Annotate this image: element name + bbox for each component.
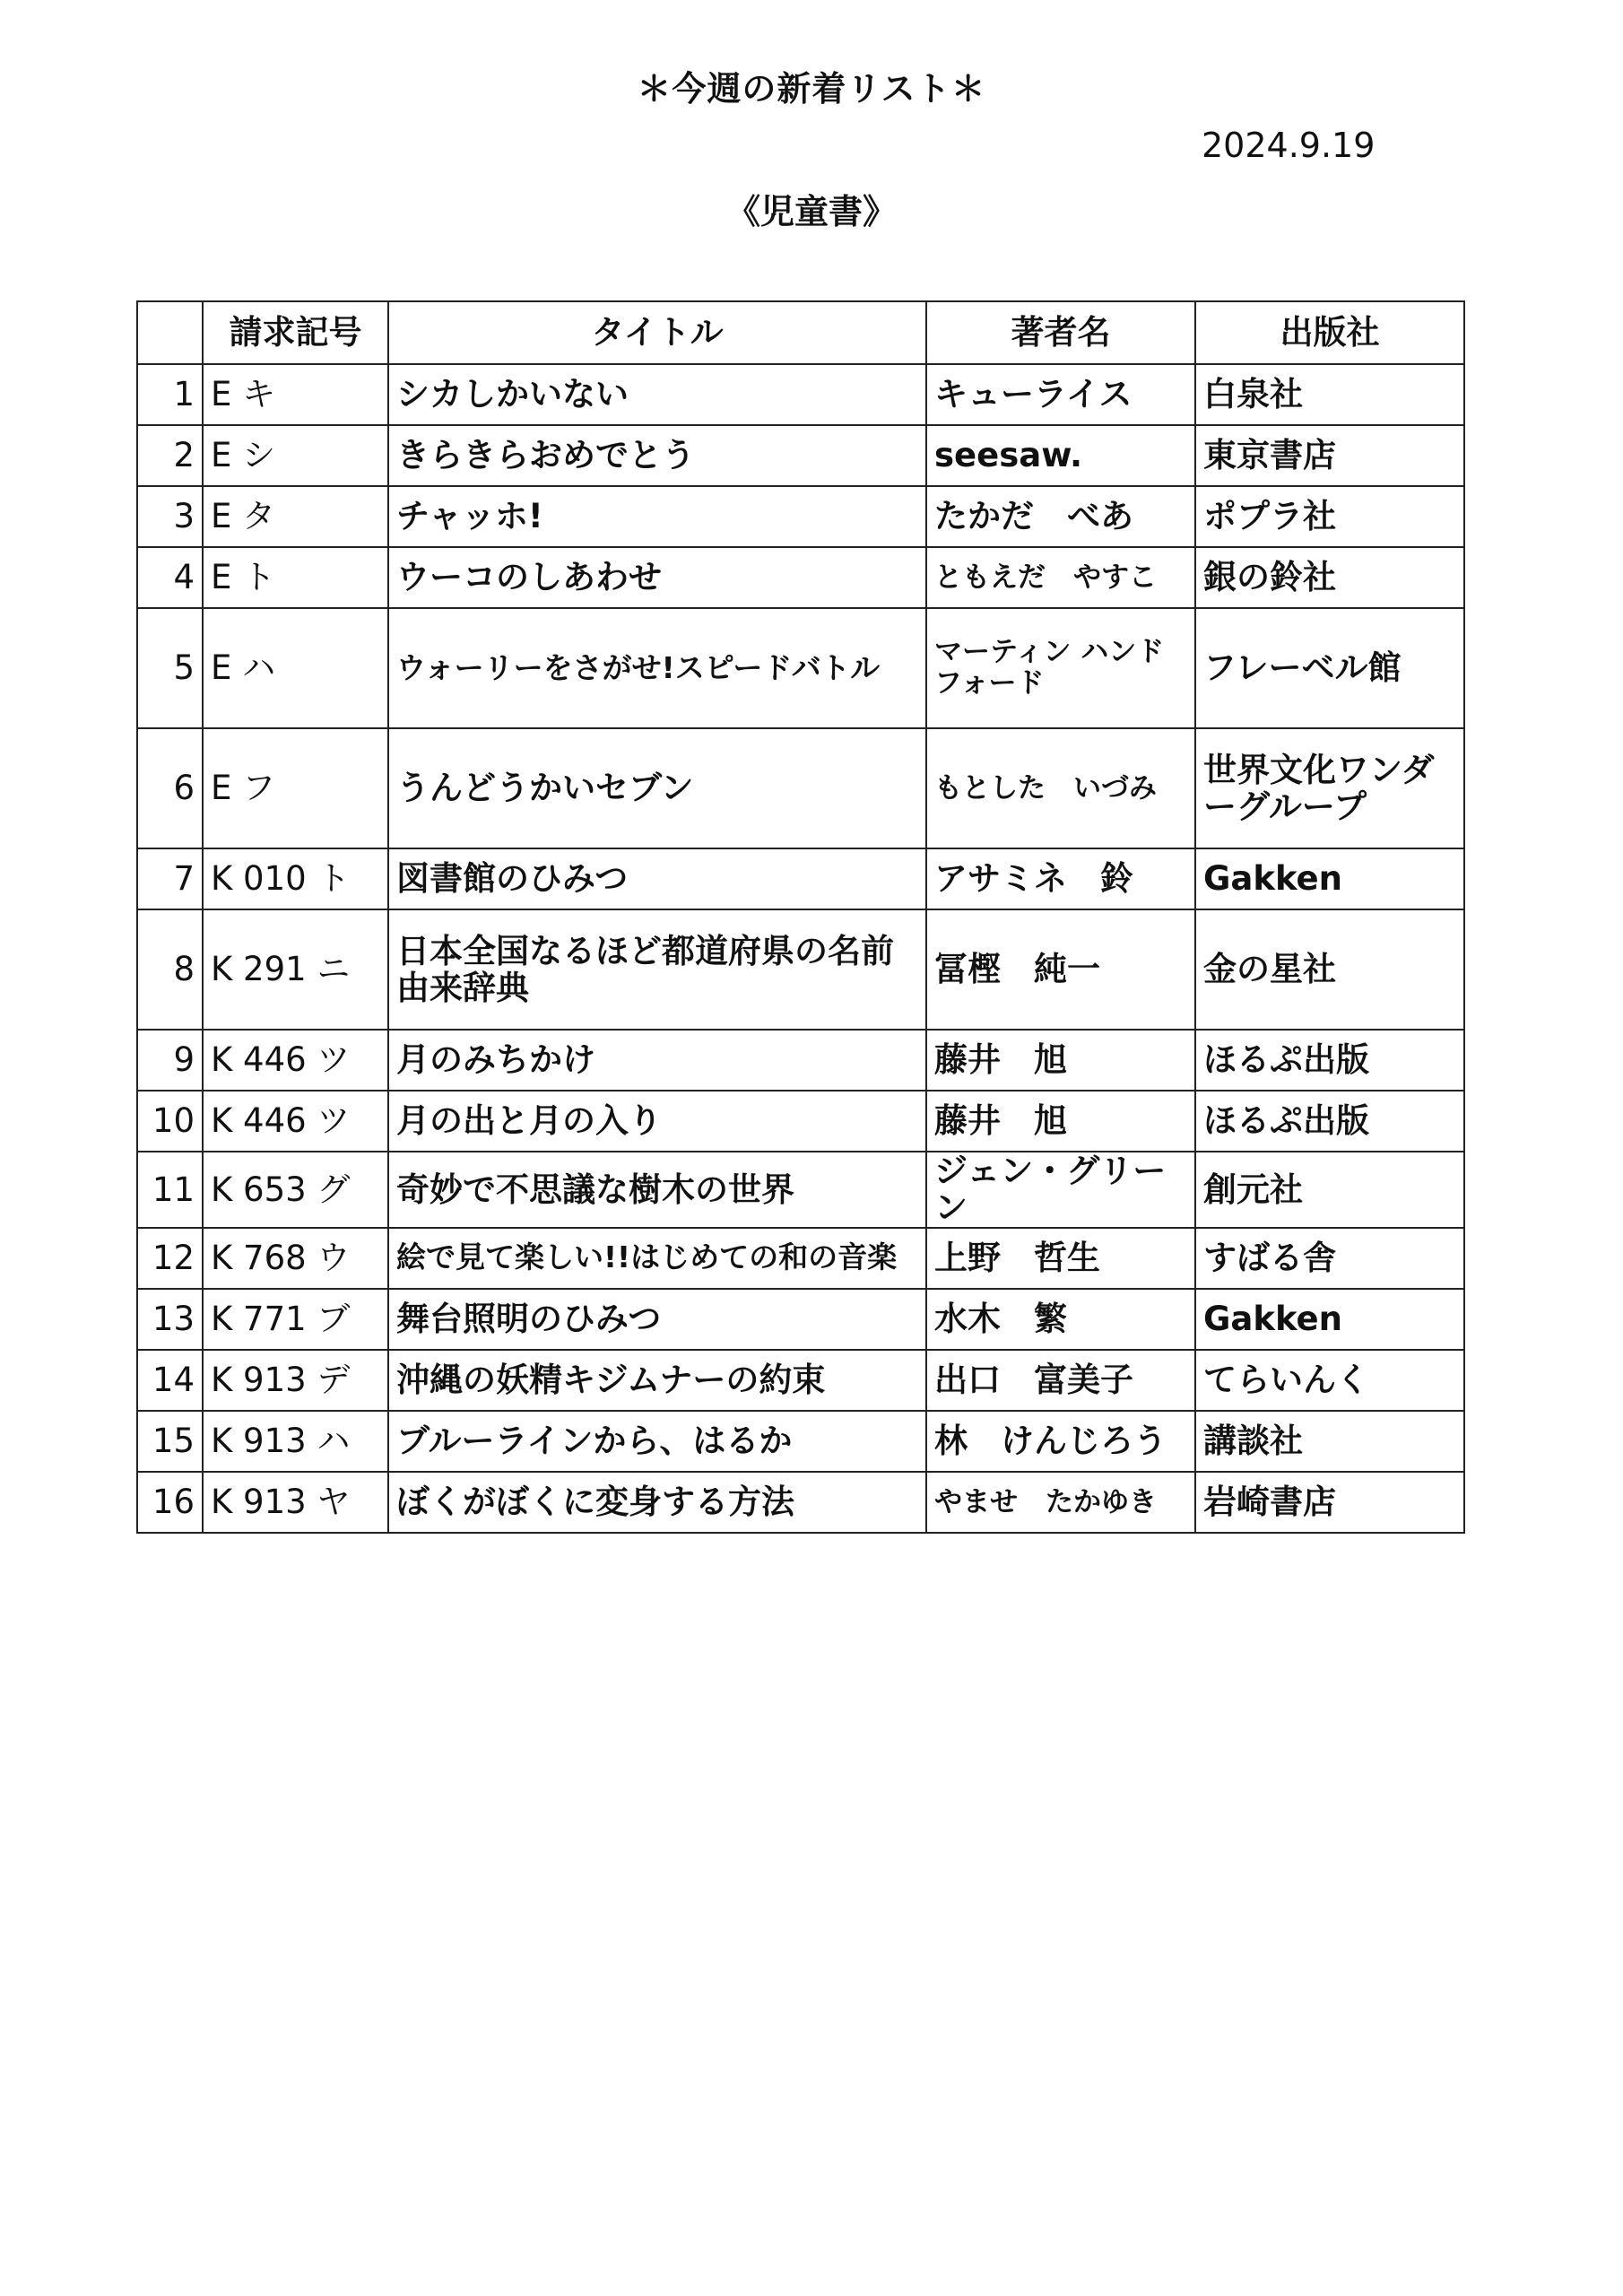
row-number: 3 [137, 486, 203, 547]
page-title: ＊今週の新着リスト＊ [637, 69, 986, 109]
book-author: やませ たかゆき [926, 1472, 1195, 1533]
row-number: 8 [137, 909, 203, 1030]
book-author: 林 けんじろう [926, 1411, 1195, 1472]
book-author: seesaw. [926, 425, 1195, 486]
book-author: 水木 繁 [926, 1289, 1195, 1350]
table-row [137, 1030, 1464, 1091]
call-number: K 291 ニ [203, 909, 388, 1030]
call-number: E ハ [203, 608, 388, 728]
call-number: E フ [203, 728, 388, 848]
table-row [137, 1152, 1464, 1228]
call-number: E ト [203, 547, 388, 608]
row-number: 10 [137, 1091, 203, 1152]
row-number: 9 [137, 1030, 203, 1091]
row-number: 14 [137, 1350, 203, 1411]
row-number: 2 [137, 425, 203, 486]
table-row [137, 848, 1464, 909]
row-number: 16 [137, 1472, 203, 1533]
book-title: 沖縄の妖精キジムナーの約束 [388, 1350, 926, 1411]
book-title: ぼくがぼくに変身する方法 [388, 1472, 926, 1533]
call-number: K 913 ハ [203, 1411, 388, 1472]
column-header-title: タイトル [388, 301, 926, 364]
list-date: 2024.9.19 [1202, 126, 1376, 165]
book-author: 上野 哲生 [926, 1228, 1195, 1289]
book-publisher: ほるぷ出版 [1195, 1091, 1464, 1152]
row-number: 6 [137, 728, 203, 848]
row-number: 11 [137, 1152, 203, 1228]
book-author: ともえだ やすこ [926, 547, 1195, 608]
call-number: K 771 ブ [203, 1289, 388, 1350]
book-publisher: ほるぷ出版 [1195, 1030, 1464, 1091]
table-row [137, 1472, 1464, 1533]
book-publisher: Gakken [1195, 1289, 1464, 1350]
book-title: 日本全国なるほど都道府県の名前由来辞典 [388, 909, 926, 1030]
book-author: 冨樫 純一 [926, 909, 1195, 1030]
book-author: もとした いづみ [926, 728, 1195, 848]
book-publisher: 世界文化ワンダーグループ [1195, 728, 1464, 848]
book-title: きらきらおめでとう [388, 425, 926, 486]
table-row [137, 547, 1464, 608]
table-row [137, 364, 1464, 425]
column-header-author: 著者名 [926, 301, 1195, 364]
section-heading: 《児童書》 [725, 192, 897, 231]
book-title: 絵で見て楽しい!!はじめての和の音楽 [388, 1228, 926, 1289]
table-row [137, 486, 1464, 547]
row-number: 1 [137, 364, 203, 425]
row-number: 4 [137, 547, 203, 608]
book-author: 出口 富美子 [926, 1350, 1195, 1411]
table-row [137, 1350, 1464, 1411]
book-author: マーティン ハンドフォード [926, 608, 1195, 728]
table-row [137, 425, 1464, 486]
table-row [137, 1091, 1464, 1152]
book-title: 図書館のひみつ [388, 848, 926, 909]
book-publisher: すばる舎 [1195, 1228, 1464, 1289]
book-author: 藤井 旭 [926, 1091, 1195, 1152]
book-publisher: てらいんく [1195, 1350, 1464, 1411]
book-title: 月の出と月の入り [388, 1091, 926, 1152]
book-publisher: 創元社 [1195, 1152, 1464, 1228]
row-number: 13 [137, 1289, 203, 1350]
row-number: 5 [137, 608, 203, 728]
book-publisher: 銀の鈴社 [1195, 547, 1464, 608]
book-author: ジェン・グリーン [926, 1152, 1195, 1228]
column-header-call-number: 請求記号 [203, 301, 388, 364]
book-author: キューライス [926, 364, 1195, 425]
book-list-table [136, 300, 1465, 1534]
row-number: 12 [137, 1228, 203, 1289]
book-title: ブルーラインから、はるか [388, 1411, 926, 1472]
book-title: 月のみちかけ [388, 1030, 926, 1091]
call-number: K 768 ウ [203, 1228, 388, 1289]
call-number: K 446 ツ [203, 1091, 388, 1152]
book-title: うんどうかいセブン [388, 728, 926, 848]
book-publisher: 白泉社 [1195, 364, 1464, 425]
book-title: 舞台照明のひみつ [388, 1289, 926, 1350]
book-title: チャッホ! [388, 486, 926, 547]
book-publisher: フレーベル館 [1195, 608, 1464, 728]
book-publisher: Gakken [1195, 848, 1464, 909]
call-number: K 446 ツ [203, 1030, 388, 1091]
book-title: 奇妙で不思議な樹木の世界 [388, 1152, 926, 1228]
call-number: K 913 ヤ [203, 1472, 388, 1533]
call-number: K 653 グ [203, 1152, 388, 1228]
table-row [137, 608, 1464, 728]
book-author: たかだ べあ [926, 486, 1195, 547]
table-row [137, 1411, 1464, 1472]
table-header-row [137, 301, 1464, 364]
book-publisher: ポプラ社 [1195, 486, 1464, 547]
book-publisher: 東京書店 [1195, 425, 1464, 486]
book-author: 藤井 旭 [926, 1030, 1195, 1091]
call-number: E タ [203, 486, 388, 547]
table-row [137, 909, 1464, 1030]
column-header-no [137, 301, 203, 364]
table-row [137, 1289, 1464, 1350]
call-number: K 010 ト [203, 848, 388, 909]
book-title: シカしかいない [388, 364, 926, 425]
book-title: ウーコのしあわせ [388, 547, 926, 608]
book-publisher: 金の星社 [1195, 909, 1464, 1030]
row-number: 15 [137, 1411, 203, 1472]
row-number: 7 [137, 848, 203, 909]
table-row [137, 1228, 1464, 1289]
column-header-publisher: 出版社 [1195, 301, 1464, 364]
call-number: E シ [203, 425, 388, 486]
table-row [137, 728, 1464, 848]
book-author: アサミネ 鈴 [926, 848, 1195, 909]
book-title: ウォーリーをさがせ!スピードバトル [388, 608, 926, 728]
book-publisher: 講談社 [1195, 1411, 1464, 1472]
call-number: K 913 デ [203, 1350, 388, 1411]
book-publisher: 岩崎書店 [1195, 1472, 1464, 1533]
call-number: E キ [203, 364, 388, 425]
